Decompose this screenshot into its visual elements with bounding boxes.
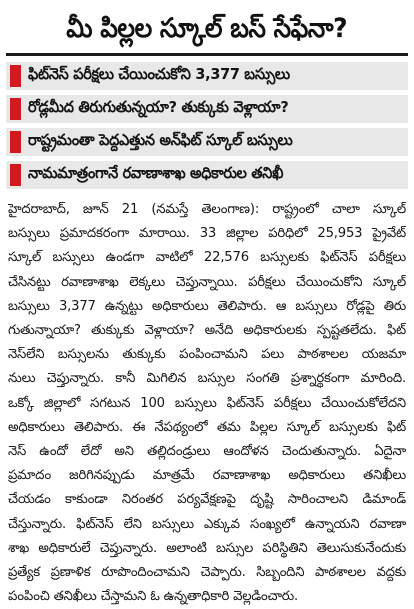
body-line: అధికారులు తెలిపారు. ఈ నేపథ్యంలో తమ పిల్లల స్కూల్ బస్సులకు ఫిట్	[8, 419, 406, 435]
body-line: ప్రత్యేక ప్రణాళిక రూపొందించామని చెప్పారు. సిబ్బందిని పాఠశాలల వద్దకు	[8, 565, 406, 581]
bullet-item	[6, 161, 408, 189]
bullet-text: నామమాత్రంగానే రవాణాశాఖ అధికారుల తనిఖీ	[28, 164, 284, 182]
headline-bar	[6, 4, 408, 56]
body-line: చేసినట్టు రవాణాశాఖ లెక్కలు చెప్తున్నాయి. పరీక్షలు చేయించుకోని స్కూల్	[8, 274, 406, 290]
bullet-item	[6, 128, 408, 156]
headline: మీ పిల్లల స్కూల్ బస్ సేఫేనా?	[66, 13, 348, 44]
body-line: హైదరాబాద్, జూన్ 21 (నమస్తే తెలంగాణ): రాష్ట్రంలో చాలా స్కూల్	[8, 202, 406, 217]
body-line: ప్రమాదం జరిగినప్పుడు మాత్రమే రవాణాశాఖ అధికారులు తనిఖీలు	[8, 468, 406, 484]
bullet-item	[6, 62, 408, 90]
body-line: గుతున్నాయా? తుక్కుకు వెళ్లాయా? అనేది అధికారులకు స్పష్టతలేదు. ఫిట్	[8, 323, 406, 339]
bullet-marker-icon	[10, 98, 21, 120]
body-line: నెస్‌లేని బస్సులను తుక్కుకు పంపించామని పలు పాఠశాలల యజమా	[8, 347, 406, 363]
bullet-marker-icon	[10, 131, 21, 153]
bullet-text: రోడ్లమీద తిరుగుతున్నయా? తుక్కుకు వెళ్లాయా?	[28, 98, 289, 116]
body-line: బస్సులు ప్రమాదకరంగా మారాయి. 33 జిల్లాల పరిధిలో 25,953 ప్రైవేట్	[8, 226, 406, 242]
body-line: చేయడం కాకుండా నిరంతర పర్యవేక్షణపై దృష్టి సారించాలని డిమాండ్	[8, 492, 406, 508]
bullet-text: రాష్ట్రమంతా పెద్దఎత్తున అన్‌ఫిట్ స్కూల్ బస్సులు	[28, 131, 293, 149]
bullet-marker-icon	[10, 164, 21, 186]
body-line: ఒక్కో జిల్లాలో సగటున 100 బస్సులు ఫిట్‌నెస్ పరీక్షలు చేయించుకోలేదని	[8, 395, 406, 411]
bullet-item	[6, 95, 408, 123]
bullet-list	[6, 62, 408, 194]
article-body	[8, 198, 406, 609]
bullet-text: ఫిట్‌నెస్ పరీక్షలు చేయించుకోని 3,377 బస్సులు	[28, 65, 290, 83]
bullet-marker-icon	[10, 65, 21, 87]
body-line: స్కూల్ బస్సులు ఉండగా వాటిలో 22,576 బస్సులకు ఫిట్‌నెస్ పరీక్షలు	[8, 250, 406, 266]
body-line: నెస్ ఉందో లేదో అని తల్లిదండ్రులు ఆందోళన చెందుతున్నారు. ఏదైనా	[8, 444, 406, 460]
body-line: నులు చెప్తున్నారు. కానీ మిగిలిన బస్సుల సంగతి ప్రశ్నార్థకంగా మారింది.	[8, 371, 406, 387]
body-line: పంపించి తనిఖీలు చేస్తామని ఓ ఉన్నతాధికారి వెల్లడించారు.	[8, 589, 298, 605]
body-line: చేస్తున్నారు. ఫిట్‌నెస్ లేని బస్సులు ఎక్కువ సంఖ్యలో ఉన్నాయని రవాణా	[8, 516, 406, 532]
body-line: శాఖ అధికారులే చెప్తున్నారు. అలాంటి బస్సుల పరిస్థితిని తెలుసుకునేందుకు	[8, 540, 406, 556]
body-line: బస్సులు 3,377 ఉన్నట్టు అధికారులు తెలిపారు. ఆ బస్సులు రోడ్లపై తిరు	[8, 298, 406, 314]
